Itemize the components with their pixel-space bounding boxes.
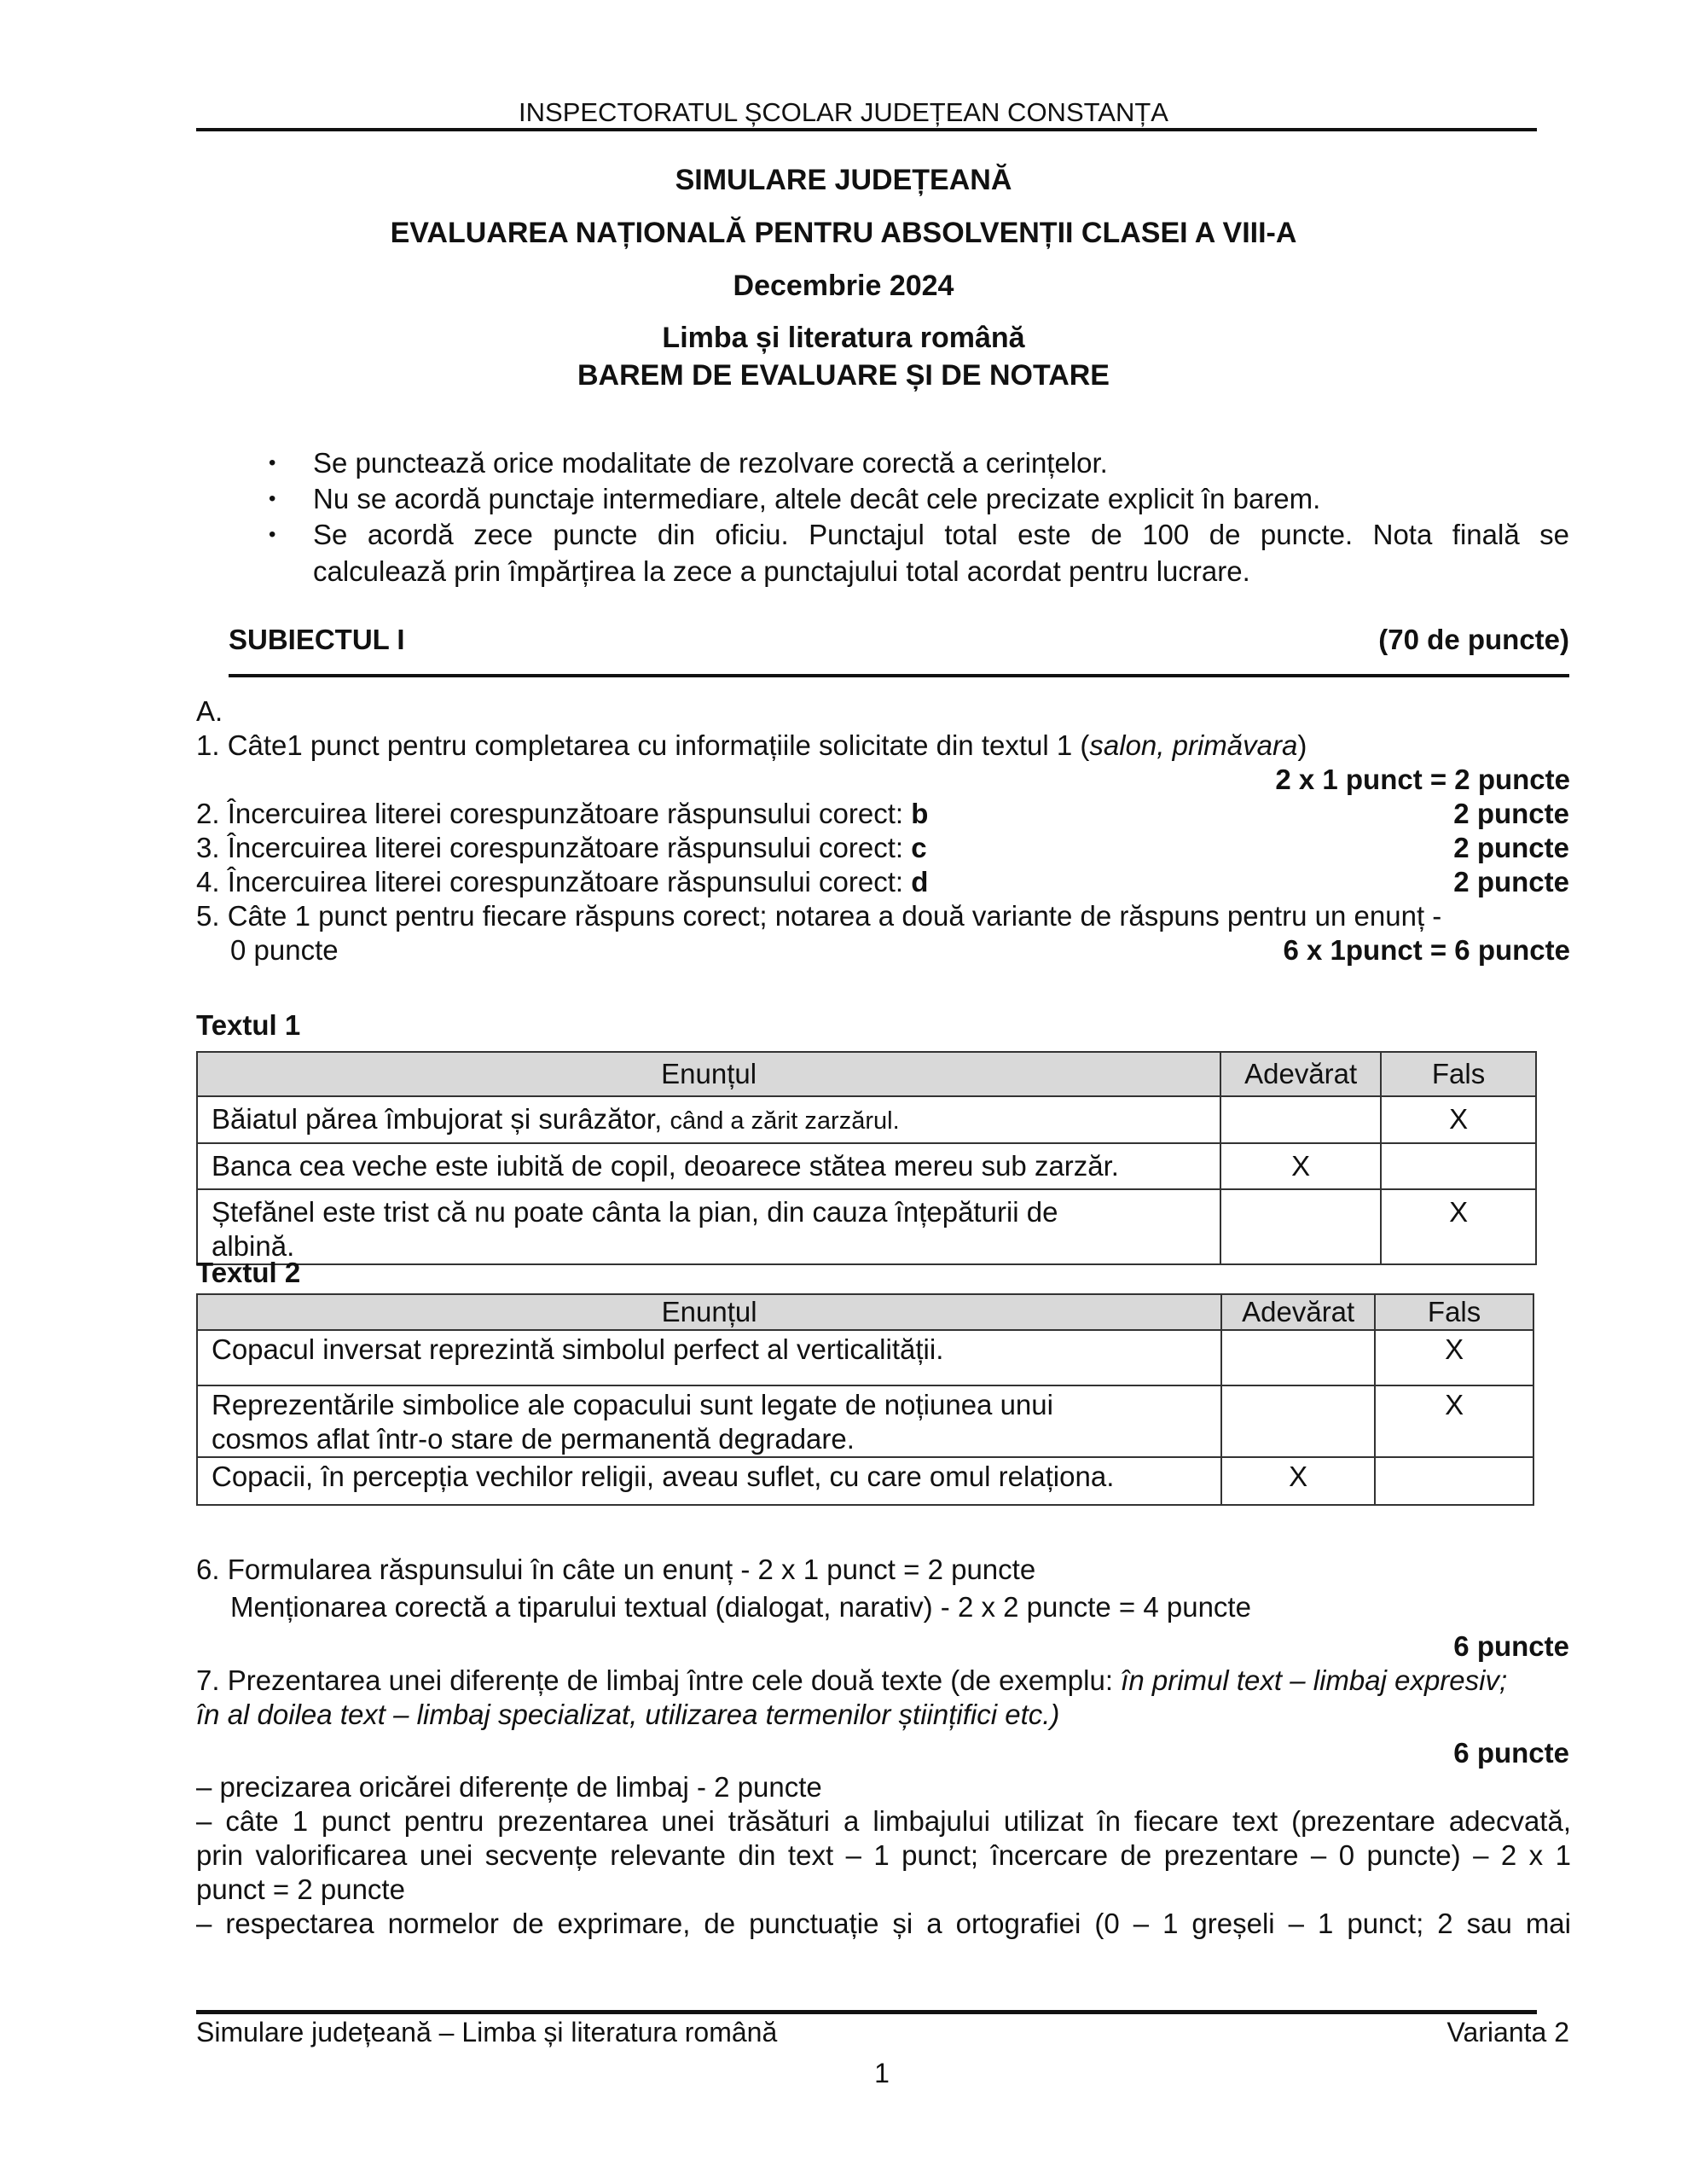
item-6-line-1: 6. Formularea răspunsului în câte un enunț - 2 x 1 punct = 2 puncte <box>196 1554 1036 1585</box>
item-5-score: 6 x 1punct = 6 puncte <box>1283 934 1570 966</box>
rule-item: Se acordă zece puncte din oficiu. Punctajul total este de 100 de puncte. Nota finală se <box>313 519 1569 550</box>
bullet-icon: • <box>269 451 276 474</box>
table-1-title: Textul 1 <box>196 1009 301 1041</box>
statement-line: Reprezentările simbolice ale copacului sunt legate de noțiunea unui <box>212 1389 1053 1420</box>
statement-line: albină. <box>212 1230 295 1262</box>
table-row <box>197 1330 1533 1385</box>
subject-title: SUBIECTUL I <box>229 624 405 655</box>
item-7-line-2: în al doilea text – limbaj specializat, utilizarea termenilor științifici etc.) <box>196 1699 1060 1730</box>
footer-variant: Varianta 2 <box>1446 2017 1569 2048</box>
item-6-score: 6 puncte <box>1453 1630 1569 1662</box>
true-mark <box>1220 1096 1381 1143</box>
statement-cell <box>197 1096 1220 1143</box>
item-2-text: 2. Încercuirea literei corespunzătoare răspunsului corect: <box>196 798 912 829</box>
item-4-score: 2 puncte <box>1453 866 1569 897</box>
item-2-answer: b <box>911 798 929 829</box>
footer-divider <box>196 2010 1537 2014</box>
true-false-table-1 <box>196 1051 1537 1265</box>
true-mark <box>1221 1385 1375 1457</box>
subject-points: (70 de puncte) <box>1378 624 1569 655</box>
title-exam: EVALUAREA NAȚIONALĂ PENTRU ABSOLVENȚII CLASEI A VIII-A <box>390 217 1297 249</box>
title-date: Decembrie 2024 <box>733 270 954 302</box>
false-mark <box>1381 1143 1536 1189</box>
rule-item: Nu se acordă punctaje intermediare, altele decât cele precizate explicit în barem. <box>313 483 1321 514</box>
statement-cell <box>197 1385 1221 1457</box>
bullet-icon: • <box>269 487 276 510</box>
statement-cell <box>197 1189 1220 1264</box>
item-6-line-2: Menționarea corectă a tiparului textual (dialogat, narativ) - 2 x 2 puncte = 4 puncte <box>230 1591 1251 1623</box>
table-row <box>197 1385 1533 1457</box>
statement-cell: Banca cea veche este iubită de copil, deoarece stătea mereu sub zarzăr. <box>197 1143 1220 1189</box>
item-5-text-continuation: 0 puncte <box>230 934 339 966</box>
subject-divider <box>229 674 1569 677</box>
item-3-score: 2 puncte <box>1453 832 1569 863</box>
true-false-table-2 <box>196 1293 1534 1506</box>
bullet-icon: • <box>269 523 276 546</box>
rule-item: Se punctează orice modalitate de rezolvare corectă a cerințelor. <box>313 447 1108 479</box>
rule-item-continuation: calculează prin împărțirea la zece a punctajului total acordat pentru lucrare. <box>313 555 1250 587</box>
item-1-text: 1. Câte1 punct pentru completarea cu informațiile solicitate din textul 1 ( <box>196 729 1090 761</box>
false-mark: X <box>1381 1189 1536 1264</box>
true-mark: X <box>1221 1457 1375 1505</box>
item-7-criterion-continuation: prin valorificarea unei secvențe relevante din text – 1 punct; încercare de prezentare – 0 puncte) – 2 x 1 <box>196 1839 1571 1871</box>
statement-cell: Copacii, în percepția vechilor religii, aveau suflet, cu care omul relaționa. <box>197 1457 1221 1505</box>
header-false: Fals <box>1381 1052 1536 1096</box>
header-true: Adevărat <box>1220 1052 1381 1096</box>
false-mark: X <box>1375 1385 1533 1457</box>
table-row <box>197 1457 1533 1505</box>
item-4-answer: d <box>911 866 929 897</box>
section-a-label: A. <box>196 695 223 727</box>
item-7-criterion: – câte 1 punct pentru prezentarea unei trăsături a limbajului utilizat în fiecare text (prezentare adecvată, <box>196 1805 1571 1837</box>
table-row <box>197 1096 1536 1143</box>
title-subject: Limba și literatura română <box>662 322 1025 354</box>
statement-line: Ștefănel este trist că nu poate cânta la pian, din cauza înțepăturii de <box>212 1196 1058 1228</box>
table-header-row <box>197 1294 1533 1330</box>
footer-left: Simulare județeană – Limba și literatura română <box>196 2017 778 2048</box>
item-1-score: 2 x 1 punct = 2 puncte <box>1275 764 1570 795</box>
header-divider <box>196 128 1537 131</box>
true-mark <box>1221 1330 1375 1385</box>
item-7-criterion: – precizarea oricărei diferențe de limbaj - 2 puncte <box>196 1771 822 1803</box>
title-barem: BAREM DE EVALUARE ȘI DE NOTARE <box>577 359 1110 392</box>
item-7-score: 6 puncte <box>1453 1737 1569 1769</box>
item-3-text: 3. Încercuirea literei corespunzătoare răspunsului corect: <box>196 832 912 863</box>
item-7-example: în primul text – limbaj expresiv; <box>1121 1664 1508 1696</box>
statement-cell: Copacul inversat reprezintă simbolul perfect al verticalității. <box>197 1330 1221 1385</box>
table-row <box>197 1143 1536 1189</box>
table-row <box>197 1189 1536 1264</box>
item-7-criterion-continuation: punct = 2 puncte <box>196 1873 405 1905</box>
statement-line: cosmos aflat într-o stare de permanentă degradare. <box>212 1423 855 1455</box>
false-mark <box>1375 1457 1533 1505</box>
header-organization: INSPECTORATUL ȘCOLAR JUDEȚEAN CONSTANȚA <box>519 97 1168 127</box>
title-simulation: SIMULARE JUDEȚEANĂ <box>675 164 1012 196</box>
true-mark <box>1220 1189 1381 1264</box>
item-1-answers: salon, primăvara <box>1089 729 1298 761</box>
item-7-criterion: – respectarea normelor de exprimare, de punctuație și a ortografiei (0 – 1 greșeli – 1 punct; 2 sau mai <box>196 1908 1571 1939</box>
item-2-score: 2 puncte <box>1453 798 1569 829</box>
item-7-line-1 <box>196 1664 1507 1698</box>
table-2-title: Textul 2 <box>196 1257 301 1288</box>
header-statement: Enunțul <box>197 1052 1220 1096</box>
header-false: Fals <box>1375 1294 1533 1330</box>
table-header-row <box>197 1052 1536 1096</box>
true-mark: X <box>1220 1143 1381 1189</box>
statement-text: Băiatul părea îmbujorat și surâzător, <box>212 1103 670 1135</box>
item-1 <box>196 729 1307 763</box>
item-7-text: 7. Prezentarea unei diferențe de limbaj între cele două texte (de exemplu: <box>196 1664 1122 1696</box>
item-4-text: 4. Încercuirea literei corespunzătoare răspunsului corect: <box>196 866 912 897</box>
false-mark: X <box>1375 1330 1533 1385</box>
header-statement: Enunțul <box>197 1294 1221 1330</box>
statement-text-small: când a zărit zarzărul. <box>670 1107 900 1135</box>
item-1-text-end: ) <box>1297 729 1307 761</box>
header-true: Adevărat <box>1221 1294 1375 1330</box>
false-mark: X <box>1381 1096 1536 1143</box>
item-3-answer: c <box>911 832 927 863</box>
item-5-text: 5. Câte 1 punct pentru fiecare răspuns corect; notarea a două variante de răspuns pentru un enunț - <box>196 900 1442 932</box>
page-number: 1 <box>874 2058 890 2088</box>
